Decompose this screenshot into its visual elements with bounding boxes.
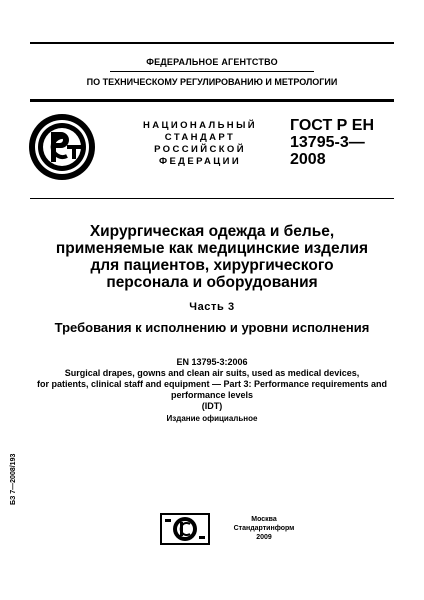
top-rule xyxy=(30,42,394,44)
publisher-year: 2009 xyxy=(256,534,272,541)
edition-label: Издание официальное xyxy=(166,414,258,423)
en-line: performance levels xyxy=(170,390,254,400)
publisher-info xyxy=(224,515,304,542)
national-label-line: РОССИЙСКОЙ xyxy=(154,144,246,155)
national-label-line: ФЕДЕРАЦИИ xyxy=(158,156,242,167)
en-line: for patients, clinical staff and equipment — Part 3: Performance requirements and xyxy=(36,379,388,389)
side-code: БЗ 7—2008/193 xyxy=(10,453,17,505)
publisher-city: Москва xyxy=(251,516,277,523)
en-reference xyxy=(30,357,394,412)
title-line: персонала и оборудования xyxy=(106,274,318,291)
rst-emblem-icon xyxy=(27,112,97,182)
header-rule xyxy=(30,99,394,102)
agency-line-2: ПО ТЕХНИЧЕСКОМУ РЕГУЛИРОВАНИЮ И МЕТРОЛОГИИ xyxy=(86,77,338,87)
title-line: Хирургическая одежда и белье, xyxy=(89,223,335,240)
designation-line: 2008 xyxy=(290,151,326,168)
title-line: для пациентов, хирургического xyxy=(90,257,334,274)
national-standard-label xyxy=(130,120,270,168)
agency-line-1: ФЕДЕРАЛЬНОЕ АГЕНТСТВО xyxy=(146,57,278,67)
designation-line: 13795-3— xyxy=(290,134,365,151)
designation-line: ГОСТ Р ЕН xyxy=(290,117,375,134)
en-line: (IDT) xyxy=(201,401,223,411)
national-label-line: СТАНДАРТ xyxy=(164,132,236,143)
en-line: Surgical drapes, gowns and clean air suits, used as medical devices, xyxy=(64,368,360,378)
mid-rule xyxy=(30,198,394,199)
national-label-line: НАЦИОНАЛЬНЫЙ xyxy=(143,120,257,131)
title-line: применяемые как медицинские изделия xyxy=(55,240,369,257)
document-title xyxy=(20,223,404,291)
standard-designation xyxy=(290,117,410,168)
agency-divider xyxy=(110,71,314,72)
en-code: EN 13795-3:2006 xyxy=(176,357,248,367)
publisher-logo-icon xyxy=(160,513,210,545)
part-number: Часть 3 xyxy=(189,301,235,313)
publisher-name: Стандартинформ xyxy=(233,525,295,532)
document-subtitle: Требования к исполнению и уровни исполнения xyxy=(54,320,370,335)
